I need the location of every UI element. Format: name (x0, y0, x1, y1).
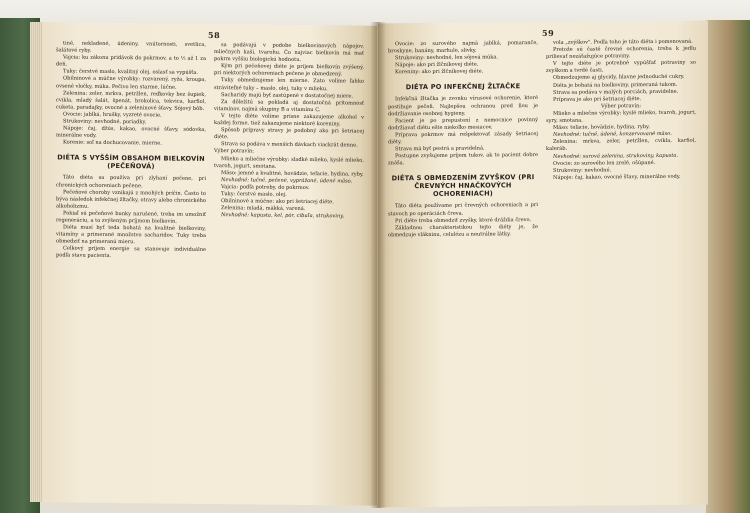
left-column-2 (214, 42, 364, 496)
book-gutter-shadow (370, 22, 386, 508)
paragraph: Tuky: čerstvé maslo, kvalitný olej, oslasť sa vypúšťa. (63, 68, 198, 77)
paragraph: vola „zvýškov". Podľa toho je táto diéta i pomenovaná. (553, 38, 693, 46)
paragraph: Nevhodné: tučné, pečené, vyprážané, údené mäso. (221, 176, 353, 185)
right-page (378, 21, 708, 508)
left-column-1 (56, 40, 206, 494)
paragraph: Príprava pokrmov má rešpektovať zásady šetriacej diéty. (388, 130, 538, 146)
paragraph: Postupne zvyšujeme príjem tukov, ak to pacient dobre znáša. (388, 152, 538, 167)
section-heading: DIÉTA S VYŠŠÍM OBSAHOM BIELKOVÍN (PEČEŇOVÁ) (57, 153, 205, 171)
paragraph: Nevhodné: kapusta, kel, pór, cibuľa, strukoviny. (221, 212, 345, 220)
paragraph: Obilninové a múčne výrobky: rozvarený, ryža, kroupa, ovsené vločky, múka. Pečivo len starme, lúčne. (56, 75, 206, 91)
paragraph: Tuky obmedzujeme len mierne. Zato volíme ľahko stráviteľné tuky – maslo, olej, tuky v mlieku. (214, 77, 364, 92)
paragraph: Mlieko a mliečne výrobky: sladké mlieko, kyslé mlieko, tvaroh, jogurt, smotana. (214, 155, 364, 170)
paragraph: Vajcia: podľa potreby, do pokrmov. (221, 183, 310, 191)
right-column-1 (388, 40, 538, 497)
paragraph: Mlieko a mliečne výrobky: kyslé mlieko, tvaroh, jogurt, syry, smotana. (546, 109, 696, 125)
page-number: 58 (208, 29, 221, 41)
paragraph: Ovocie: jablká, hrušky, vyzreté ovocie. (63, 111, 162, 119)
paragraph: Sacharidy majú byť zastúpené v dostatočnej miere. (221, 91, 354, 100)
paragraph: Základnou charakteristikou tejto diéty je, že obmedzuje vlákninu, celulózu a neutrálne látky. (388, 223, 538, 239)
paragraph: sa podávajú v podobe bielkovinových nápojov, mliečnych kaší, tvarohu. Čo najviac bielkovín má mať pokrm vyššiu biologickú hodnotu. (214, 42, 364, 64)
paragraph: V tejto diéte je potrebné vypúšťať potraviny so zvyškom a tvrdé časti. (546, 59, 696, 75)
paragraph: Nápoje: čaj, kakao, ovocné šťavy, minerálne vody. (553, 173, 681, 181)
right-column-2 (546, 39, 696, 496)
paragraph: Mäso: teľacie, hovädzie, hydina, ryby. (553, 124, 650, 132)
paragraph: V tejto diéte volíme prísne zakazujeme alkohol v každej forme, tiež zakazujeme niektoré koreniny. (214, 113, 364, 128)
paragraph: Koreniny: ako pri žlčníkovej diéte. (395, 68, 484, 76)
paragraph: Príprava je ako pri šetriacej diéte. (553, 95, 642, 103)
paragraph: Pokiaľ sú pečeňové bunky narušené, treba im umožniť regeneráciu, a to zvýšeným príjmom bielkovín. (56, 210, 206, 225)
paragraph: Tuky: čerstvé maslo, olej. (221, 191, 287, 198)
paragraph: Diéta je bohatá na bielkoviny, primeraná tukom. (553, 81, 678, 89)
section-heading: DIÉTA S OBMEDZENÍM ZVYŠKOV (PRI ČREVNÝCH HNAČKOVÝCH OCHORENIACH) (391, 173, 535, 199)
paragraph: tiné, nekladené, údeniny, vnútornosti, svetlica, šalátové ryby. (56, 40, 206, 54)
paragraph: Strava má byť pestrá a pravidelná. (395, 145, 485, 153)
paragraph: Diéta musí byť teda bohatá na kvalitné bielkoviny, vitamíny a primerané množstvo sacharidov. Tuky treba obmedziť na primeranú mieru. (56, 224, 206, 246)
paragraph: Pacient je po prepustení z nemocnice povinný dodržiavať diétu ešte niekoľko mesiacov. (388, 116, 538, 132)
paragraph: Vajcia: ku zákonu pridávok do pokrmov, a to ½ až 1 za deň. (56, 54, 206, 68)
paragraph: Nevhodné: surová zelenina, strukoviny, kapusta. (553, 152, 679, 160)
paragraph: Mäso: jemné a kvalitné, hovädzie, teľacie, hydina, ryby. (221, 169, 364, 178)
paragraph: Zelenina: zeler, mrkva, petržlen, reďkovky bez šupiek, cvikla, mladý šalát, špenát, brokolica, tekvica, karfiol, cuketa, paradajky, ovocné a zeleninové šťavy. Sójový bôb. (56, 90, 206, 112)
paragraph: Nápoje: čaj, džús, kakao, ovocné šťavy, sódovka, minerálne vody. (56, 125, 206, 140)
paragraph: Ovocie: zo surového najmä jablká, pomaranče, broskyne, banány, marhule, slivky. (388, 40, 538, 55)
paragraph: Obilninové a múčne: ako pri šetriacej diéte. (221, 198, 334, 206)
sub-heading: Výber potravín: (600, 102, 642, 110)
paragraph: Obmedzujeme aj glycidy, hlavne jednoduché cukry. (553, 74, 685, 82)
left-page (42, 22, 377, 506)
paragraph: Strukoviny: nevhodné. (553, 167, 612, 174)
paragraph: Zelenina: mrkva, zeler, petržlen, cvikla, karfiol, kaleráb. (546, 137, 696, 153)
paragraph: Táto diéta sa používa pri zlyhaní pečene, pri chronických ochoreniach pečene. (56, 174, 206, 189)
paragraph: Zelenina: mladá, mäkká, varená. (221, 205, 306, 213)
paragraph: Strava sa podáva v menších dávkach viackrát denne. (221, 141, 358, 149)
paragraph: Nápoje: ako pri žlčníkovej diéte. (395, 61, 479, 69)
paragraph: Pretože sú časté črevné ochorenia, treba k jedlu prilievať nezáťažujúce potraviny. (546, 45, 696, 61)
paragraph: Spôsob prípravy stravy je podobný ako pri šetriacej diéte. (214, 127, 364, 141)
paragraph: Celkový príjem energie sa stanovuje individuálne podľa stavu pacienta. (56, 245, 206, 260)
paragraph: Strava sa podáva v malých porciách, pravidelne. (553, 88, 679, 96)
sub-heading: Výber potravín: (214, 148, 255, 155)
paragraph: Korenie: soľ na dochucovanie, mierne. (63, 139, 162, 147)
paragraph: Pečeňové choroby vznikajú z mnohých príčin. Často to býva následok infekčnej žltačky, otravy alebo chronického alkoholizmu. (56, 189, 206, 210)
paragraph: Strukoviny: nevhodné, poriadky. (63, 118, 147, 126)
section-heading: DIÉTA PO INFEKČNEJ ŽLTAČKE (405, 82, 521, 92)
paragraph: Kým pri pečeňovej diéte je príjem bielkovín zvýšený, pri niektorých ochoreniach pečene je obmedzený. (214, 63, 364, 78)
paragraph: Za dôležitú sa pokladá aj dostatočná prítomnosť vitamínov, najmä skupiny B a vitamínu C. (214, 98, 364, 114)
book-cover-right (706, 20, 750, 513)
page-number: 59 (542, 27, 555, 39)
paragraph: Pri diéte treba obmedziť zvyšky, ktoré dráždia črevo. (395, 216, 532, 224)
paragraph: Strukoviny: nevhodné, len sójová múka. (395, 54, 498, 62)
paragraph: Nevhodné: tučné, údené, konzervované mäso. (553, 131, 672, 139)
paragraph: Infekčná žltačka je zvonku vírusové ochorenie, ktoré postihuje pečeň. Najlepšou ochranou pred ňou je dodržiavanie osobnej hygieny. (388, 95, 538, 118)
paragraph: Táto diéta používame pri črevných ochoreniach a pri stavoch po operáciách čreva. (388, 202, 538, 217)
paragraph: Ovocie: zo surového len zrelé, ošúpané. (553, 159, 656, 167)
